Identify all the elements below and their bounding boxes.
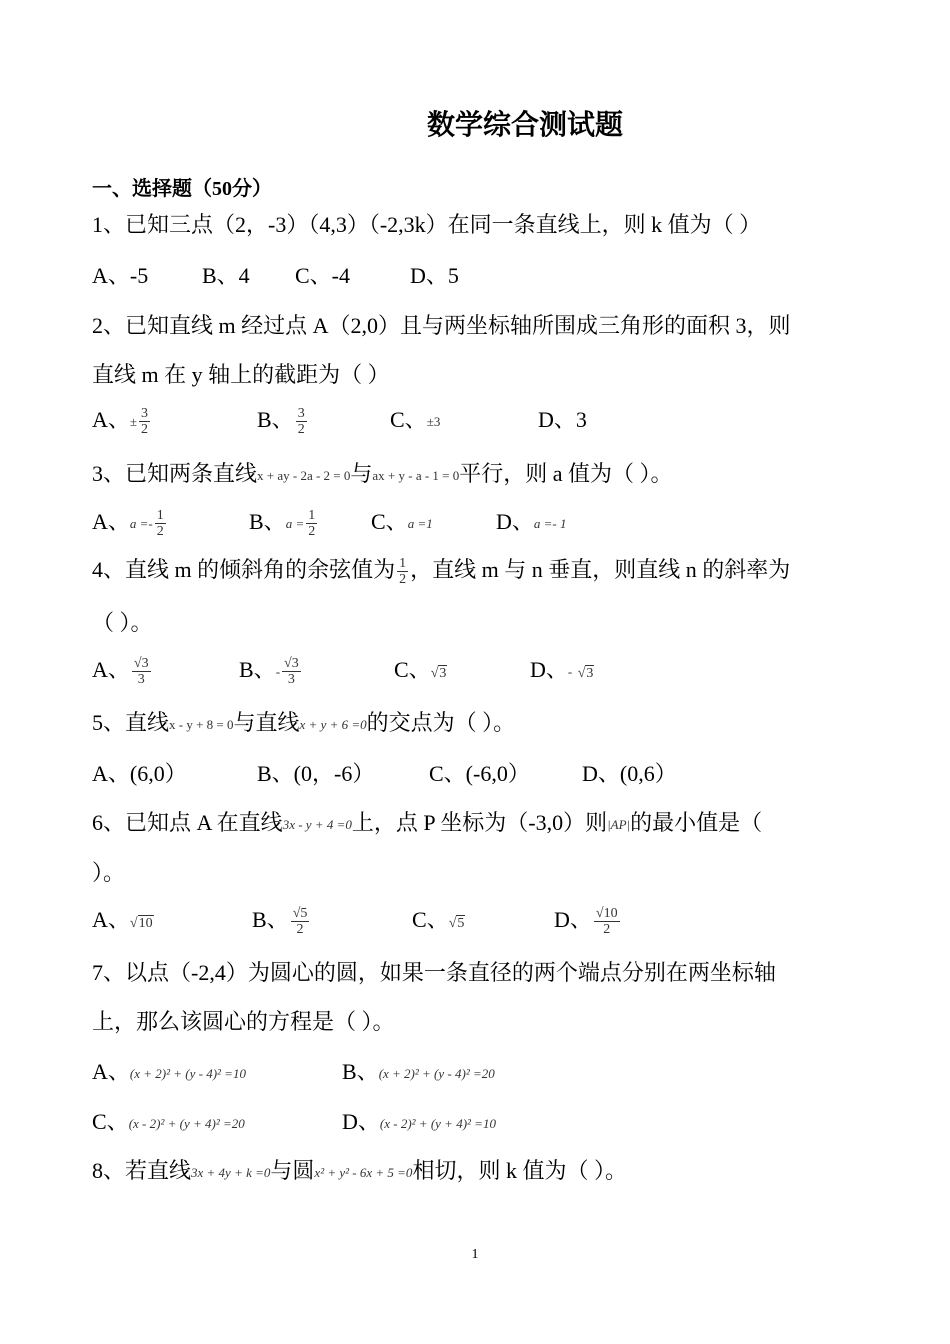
page-number: 1 bbox=[471, 1247, 479, 1262]
option-d: D、(x - 2)² + (y + 4)² =10 bbox=[342, 1109, 496, 1134]
question-4-line-2: （ ）。 bbox=[92, 610, 153, 635]
option-c: C、±3 bbox=[390, 407, 441, 432]
question-2-line-1: 2、已知直线 m 经过点 A（2,0）且与两坐标轴所围成三角形的面积 3，则 bbox=[92, 313, 791, 338]
section-heading: 一、选择题（50分） bbox=[92, 178, 272, 200]
option-c: C、(-6,0） bbox=[429, 761, 530, 786]
equation-2: x² + y² - 6x + 5 =0 bbox=[314, 1164, 413, 1180]
option-b: B、(x + 2)² + (y - 4)² =20 bbox=[342, 1059, 495, 1084]
option-b: B、(0，-6） bbox=[257, 761, 375, 786]
option-b: B、4 bbox=[202, 263, 250, 288]
option-d: D、3 bbox=[538, 407, 587, 432]
question-4-options bbox=[92, 655, 594, 689]
question-3: 3、已知两条直线x + ay - 2a - 2 = 0与ax + y - a - 1 = 0平行，则 a 值为（ ）。 bbox=[92, 459, 673, 491]
question-1-options bbox=[92, 261, 459, 291]
option-c: C、√5 bbox=[412, 907, 465, 932]
option-b: B、 $\frac{3}{2}$ bbox=[257, 406, 305, 438]
question-6-line-1: 6、已知点 A 在直线3x - y + 4 =0上，点 P 坐标为（-3,0）则|AP|的最小值是（ bbox=[92, 808, 762, 840]
option-c: C、-4 bbox=[295, 263, 351, 288]
option-a: A、-5 bbox=[92, 263, 149, 288]
option-d: D、 $\frac{√10}{2}$ bbox=[554, 906, 618, 938]
question-8: 8、若直线3x + 4y + k =0与圆x² + y² - 6x + 5 =0相切，则 k 值为（ ）。 bbox=[92, 1156, 627, 1188]
equation-2: ax + y - a - 1 = 0 bbox=[372, 467, 460, 483]
equation-1: x + ay - 2a - 2 = 0 bbox=[257, 467, 351, 483]
question-7-options-cd bbox=[92, 1107, 496, 1139]
question-2-line-2: 直线 m 在 y 轴上的截距为（ ） bbox=[92, 362, 390, 387]
option-d: D、- √3 bbox=[530, 657, 594, 682]
question-6-options bbox=[92, 905, 622, 939]
option-a: A、√10 bbox=[92, 907, 153, 932]
question-2-options bbox=[92, 405, 587, 437]
option-d: D、a =- 1 bbox=[496, 509, 567, 534]
option-a: A、 $\frac{√3}{3}$ bbox=[92, 656, 149, 688]
question-3-options bbox=[92, 507, 567, 539]
option-d: D、5 bbox=[410, 263, 459, 288]
question-7-options-ab bbox=[92, 1057, 495, 1089]
equation-2: x + y + 6 =0 bbox=[299, 716, 367, 732]
option-b: B、a = $\frac{1}{2}$ bbox=[249, 508, 316, 540]
equation-1: 3x + 4y + k =0 bbox=[191, 1164, 271, 1180]
option-d: D、(0,6） bbox=[582, 761, 677, 786]
question-6-line-2: ）。 bbox=[92, 860, 126, 885]
question-4-line-1: 4、直线 m 的倾斜角的余弦值为 $\frac{1}{2}$ ，直线 m 与 n 垂直，则直线 n 的斜率为 bbox=[92, 556, 791, 588]
option-b: B、 $\frac{√5}{2}$ bbox=[252, 906, 308, 938]
option-c: C、√3 bbox=[394, 657, 447, 682]
question-5-options bbox=[92, 759, 677, 789]
question-1: 1、已知三点（2，-3）（4,3）（-2,3k）在同一条直线上，则 k 值为（ ） bbox=[92, 212, 762, 237]
question-7-line-2: 上，那么该圆心的方程是（ ）。 bbox=[92, 1009, 395, 1034]
option-a: A、± $\frac{3}{2}$ bbox=[92, 406, 149, 438]
option-a: A、(x + 2)² + (y - 4)² =10 bbox=[92, 1059, 246, 1084]
question-7-line-1: 7、以点（-2,4）为圆心的圆，如果一条直径的两个端点分别在两坐标轴 bbox=[92, 960, 776, 985]
distance-ap: |AP| bbox=[607, 816, 631, 832]
option-b: B、- $\frac{√3}{3}$ bbox=[239, 656, 299, 688]
question-5: 5、直线x - y + 8 = 0与直线x + y + 6 =0的交点为（ ）。 bbox=[92, 708, 515, 740]
option-c: C、a =1 bbox=[371, 509, 433, 534]
equation: 3x - y + 4 =0 bbox=[282, 816, 352, 832]
option-a: A、(6,0） bbox=[92, 761, 187, 786]
option-a: A、a =- $\frac{1}{2}$ bbox=[92, 508, 164, 540]
equation-1: x - y + 8 = 0 bbox=[169, 716, 234, 732]
page-title: 数学综合测试题 bbox=[426, 110, 623, 141]
option-c: C、(x - 2)² + (y + 4)² =20 bbox=[92, 1109, 245, 1134]
